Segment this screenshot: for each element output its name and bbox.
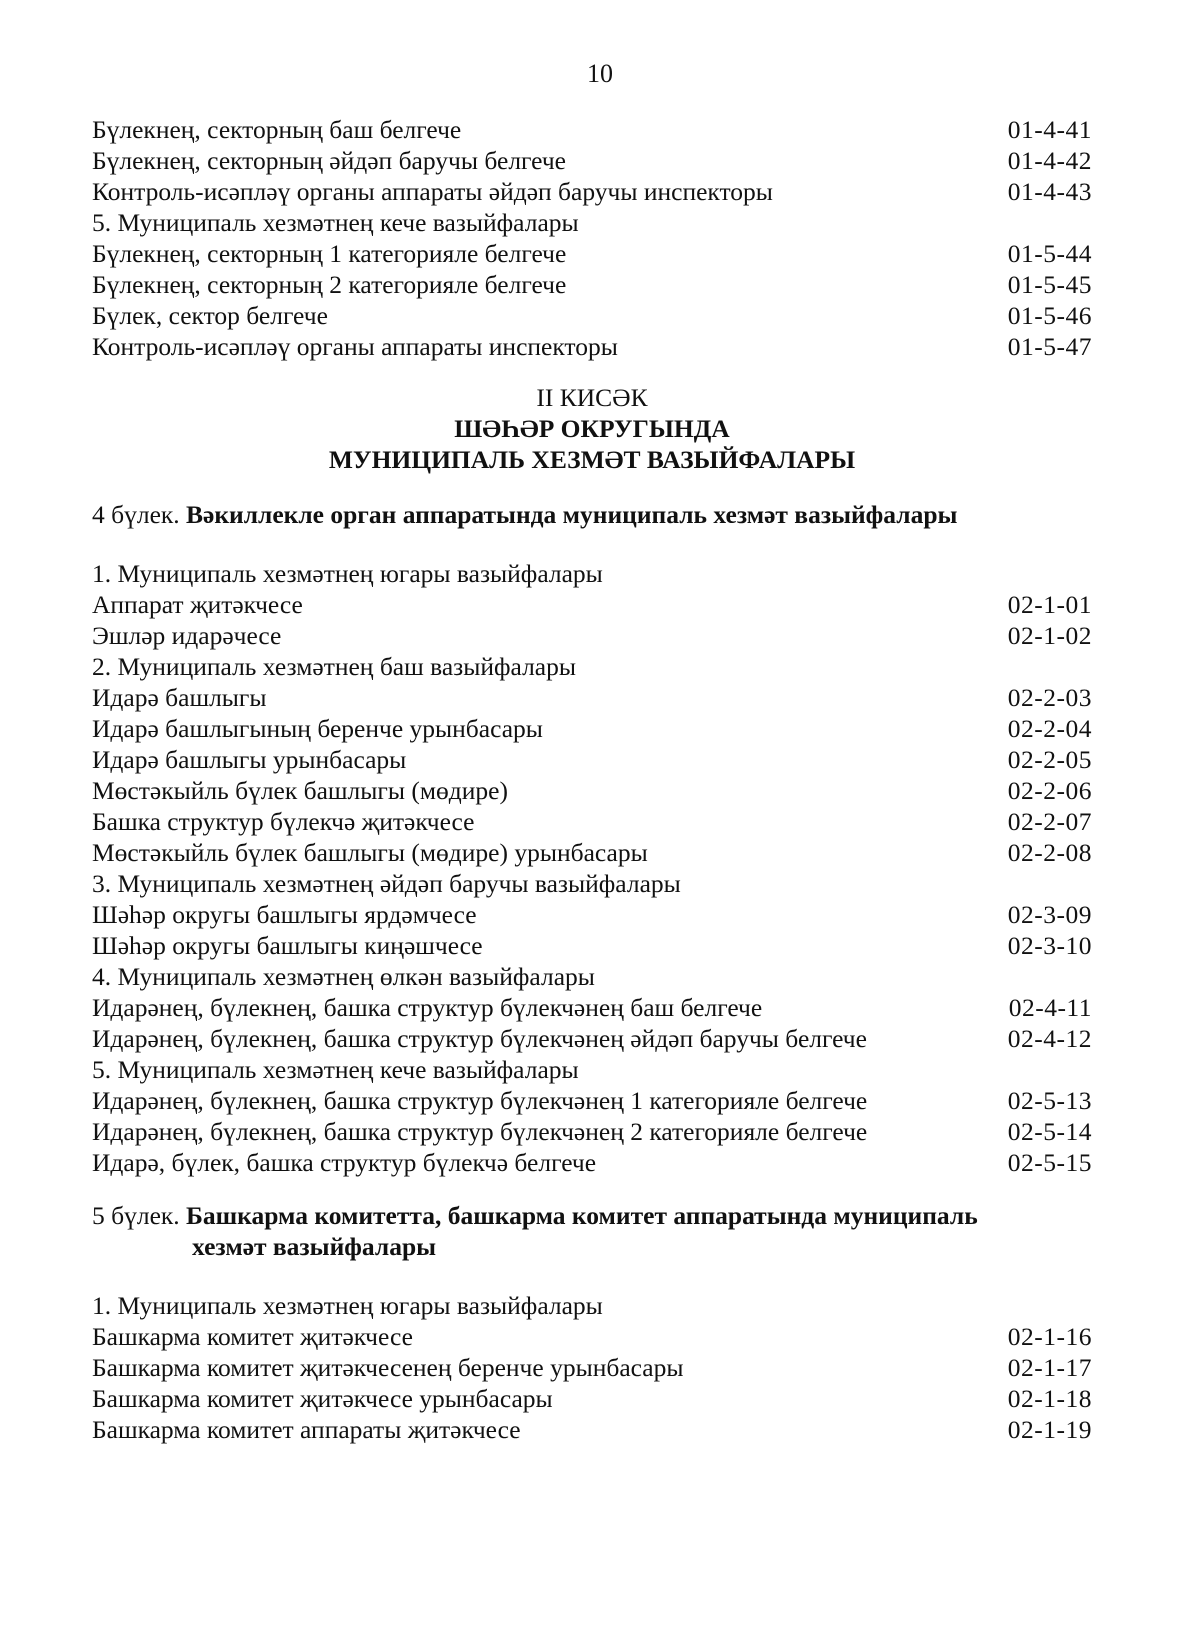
list-item xyxy=(92,176,1092,207)
position-name: Идарә башлыгының беренче урынбасары xyxy=(92,714,543,743)
list-item xyxy=(92,682,1092,713)
position-name: Бүлекнең, секторның 2 категорияле белгече xyxy=(92,270,567,299)
part-title-line2: МУНИЦИПАЛЬ ХЕЗМӘТ ВАЗЫЙФАЛАРЫ xyxy=(328,445,856,474)
position-name: Контроль-исәпләү органы аппараты әйдәп баручы инспекторы xyxy=(92,177,773,206)
position-code: 02-1-19 xyxy=(1007,1415,1092,1444)
position-name: Бүлекнең, секторның баш белгече xyxy=(92,115,462,144)
list-item xyxy=(92,1147,1092,1178)
position-name: Шәһәр округы башлыгы киңәшчесе xyxy=(92,931,483,960)
list-item xyxy=(92,238,1092,269)
list-item xyxy=(92,744,1092,775)
group-heading: 3. Муниципаль хезмәтнең әйдәп баручы вазыйфалары xyxy=(92,869,681,898)
position-code: 02-1-01 xyxy=(1007,590,1092,619)
position-code: 01-4-42 xyxy=(1007,146,1092,175)
list-item xyxy=(92,1414,1092,1445)
list-item xyxy=(92,1085,1092,1116)
list-item xyxy=(92,806,1092,837)
list-item xyxy=(92,331,1092,362)
position-code: 02-1-18 xyxy=(1007,1384,1092,1413)
position-name: Идарәнең, бүлекнең, башка структур бүлекчәнең 2 категорияле белгече xyxy=(92,1117,868,1146)
section-heading xyxy=(92,1200,1092,1262)
section-title-line2: хезмәт вазыйфалары xyxy=(192,1232,437,1261)
list-block-continued xyxy=(92,114,1092,362)
group-heading: 4. Муниципаль хезмәтнең өлкән вазыйфалары xyxy=(92,962,595,991)
position-name: Шәһәр округы башлыгы ярдәмчесе xyxy=(92,900,477,929)
list-item xyxy=(92,930,1092,961)
position-name: Бүлекнең, секторның әйдәп баручы белгече xyxy=(92,146,566,175)
group-heading: 2. Муниципаль хезмәтнең баш вазыйфалары xyxy=(92,652,577,681)
position-name: Башка структур бүлекчә җитәкчесе xyxy=(92,807,475,836)
position-name: Бүлек, сектор белгече xyxy=(92,301,328,330)
position-code: 02-3-10 xyxy=(1007,931,1092,960)
part-title xyxy=(92,382,1092,475)
section-title: Вәкиллекле орган аппаратында муниципаль хезмәт вазыйфалары xyxy=(186,500,958,529)
position-code: 01-4-43 xyxy=(1007,177,1092,206)
group-heading: 1. Муниципаль хезмәтнең югары вазыйфалары xyxy=(92,559,603,588)
position-name: Аппарат җитәкчесе xyxy=(92,590,303,619)
position-code: 02-5-14 xyxy=(1007,1117,1092,1146)
part-label: II КИСӘК xyxy=(536,383,648,412)
position-name: Башкарма комитет җитәкчесенең беренче урынбасары xyxy=(92,1353,684,1382)
position-name: Идарә башлыгы урынбасары xyxy=(92,745,407,774)
position-code: 02-1-02 xyxy=(1007,621,1092,650)
position-name: Бүлекнең, секторның 1 категорияле белгече xyxy=(92,239,567,268)
position-name: Идарә башлыгы xyxy=(92,683,267,712)
position-code: 01-5-46 xyxy=(1007,301,1092,330)
list-item xyxy=(92,1116,1092,1147)
position-code: 01-4-41 xyxy=(1007,115,1092,144)
section-prefix: 4 бүлек. xyxy=(92,500,180,529)
position-code: 02-2-08 xyxy=(1007,838,1092,867)
position-name: Башкарма комитет җитәкчесе xyxy=(92,1322,413,1351)
position-code: 02-1-17 xyxy=(1007,1353,1092,1382)
group-heading: 5. Муниципаль хезмәтнең кече вазыйфалары xyxy=(92,208,579,237)
position-name: Идарәнең, бүлекнең, башка структур бүлекчәнең әйдәп баручы белгече xyxy=(92,1024,867,1053)
position-name: Контроль-исәпләү органы аппараты инспекторы xyxy=(92,332,618,361)
section-prefix: 5 бүлек. xyxy=(92,1201,180,1230)
position-name: Идарә, бүлек, башка структур бүлекчә белгече xyxy=(92,1148,597,1177)
group-heading: 1. Муниципаль хезмәтнең югары вазыйфалары xyxy=(92,1291,603,1320)
position-name: Идарәнең, бүлекнең, башка структур бүлекчәнең баш белгече xyxy=(92,993,763,1022)
section-4-list xyxy=(92,558,1092,1178)
list-item xyxy=(92,145,1092,176)
position-name: Идарәнең, бүлекнең, башка структур бүлекчәнең 1 категорияле белгече xyxy=(92,1086,868,1115)
list-item xyxy=(92,713,1092,744)
position-name: Башкарма комитет җитәкчесе урынбасары xyxy=(92,1384,553,1413)
section-title-line1: Башкарма комитетта, башкарма комитет аппаратында муниципаль xyxy=(186,1201,978,1230)
group-heading: 5. Муниципаль хезмәтнең кече вазыйфалары xyxy=(92,1055,579,1084)
position-code: 02-1-16 xyxy=(1007,1322,1092,1351)
position-code: 02-2-07 xyxy=(1007,807,1092,836)
page-number: 10 xyxy=(587,59,613,88)
position-code: 02-3-09 xyxy=(1007,900,1092,929)
position-name: Мөстәкыйль бүлек башлыгы (мөдире) урынбасары xyxy=(92,838,648,867)
position-code: 02-2-04 xyxy=(1007,714,1092,743)
position-code: 02-4-11 xyxy=(1008,993,1092,1022)
list-item xyxy=(92,1321,1092,1352)
position-code: 01-5-45 xyxy=(1007,270,1092,299)
position-name: Башкарма комитет аппараты җитәкчесе xyxy=(92,1415,521,1444)
document-body xyxy=(92,114,1092,1445)
list-item xyxy=(92,837,1092,868)
list-item xyxy=(92,300,1092,331)
part-title-line1: ШӘҺӘР ОКРУГЫНДА xyxy=(454,414,730,443)
list-item xyxy=(92,269,1092,300)
list-item xyxy=(92,1383,1092,1414)
list-item xyxy=(92,775,1092,806)
list-item xyxy=(92,1352,1092,1383)
position-code: 01-5-44 xyxy=(1007,239,1092,268)
position-name: Мөстәкыйль бүлек башлыгы (мөдире) xyxy=(92,776,508,805)
position-name: Эшләр идарәчесе xyxy=(92,621,282,650)
list-item xyxy=(92,992,1092,1023)
section-5-list xyxy=(92,1290,1092,1445)
position-code: 02-2-05 xyxy=(1007,745,1092,774)
position-code: 02-2-03 xyxy=(1007,683,1092,712)
list-item xyxy=(92,589,1092,620)
position-code: 01-5-47 xyxy=(1007,332,1092,361)
list-item xyxy=(92,114,1092,145)
list-item xyxy=(92,899,1092,930)
list-item xyxy=(92,1023,1092,1054)
position-code: 02-4-12 xyxy=(1007,1024,1092,1053)
position-code: 02-5-13 xyxy=(1007,1086,1092,1115)
section-heading xyxy=(92,499,1092,530)
position-code: 02-5-15 xyxy=(1007,1148,1092,1177)
position-code: 02-2-06 xyxy=(1007,776,1092,805)
list-item xyxy=(92,620,1092,651)
